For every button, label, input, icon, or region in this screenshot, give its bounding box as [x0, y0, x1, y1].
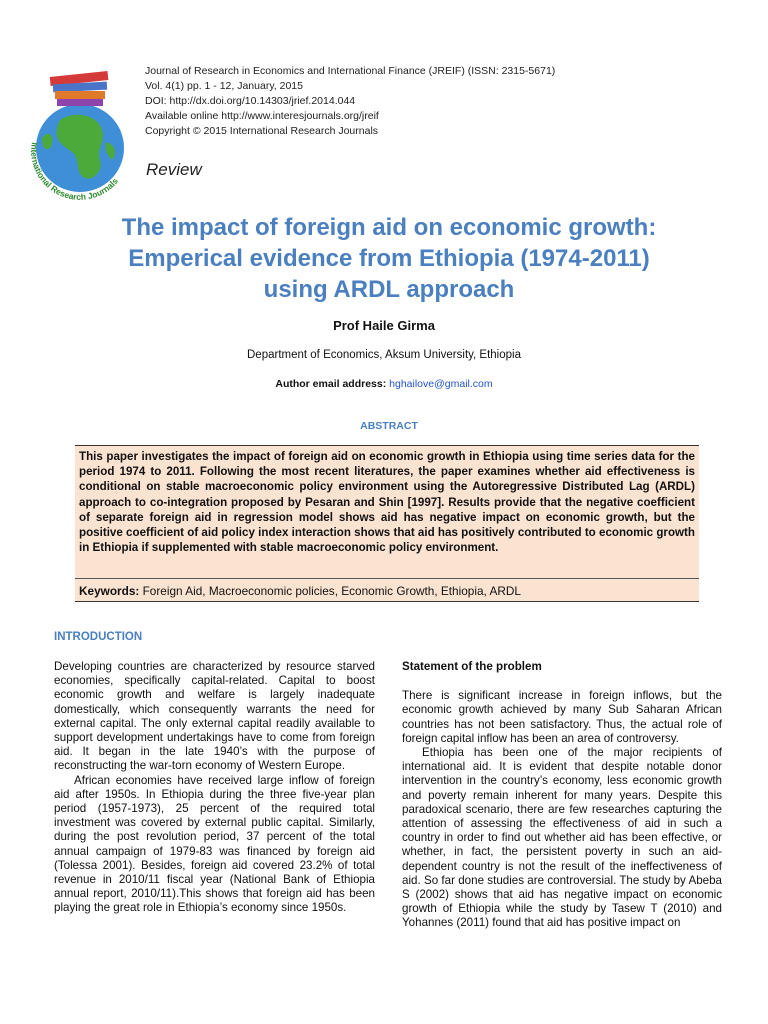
- intro-paragraph-1: Developing countries are characterized by resource starved economies, specifically capital-related. Capital to boost economic growth and welfare is largely inadequate domestically, which consequently warrants the need for external capital. The only external capital readily available to support development undertakings have to come from foreign aid. It began in the late 1940’s with the purpose of reconstructing the war-torn economy of Western Europe.: [54, 660, 375, 773]
- journal-info: [145, 64, 555, 139]
- keywords: [79, 584, 521, 598]
- journal-url[interactable]: Available online http://www.interesjournals.org/jreif: [145, 110, 379, 122]
- journal-logo: [20, 60, 138, 200]
- affiliation: Department of Economics, Aksum University, Ethiopia: [247, 349, 521, 361]
- journal-line: Journal of Research in Economics and International Finance (JREIF) (ISSN: 2315-5671): [145, 65, 556, 77]
- email-label: Author email address:: [275, 378, 387, 390]
- keywords-label: Keywords:: [79, 584, 140, 598]
- keywords-divider: [75, 578, 699, 579]
- problem-paragraph-1: There is significant increase in foreign inflows, but the economic growth achieved by many Sub Saharan African countries has not been satisfactory. Thus, the actual role of foreign capital inflow has been an area of controversy.: [402, 689, 722, 745]
- paper-title: [60, 212, 718, 305]
- problem-paragraph-2: Ethiopia has been one of the major recipients of international aid. It is evident that despite notable donor intervention in the country’s economy, less economic growth and poverty remain inherent for many years. Despite this paradoxical scenario, there are few researches capturing the attention of assessing the effectiveness of aid in such a country in order to find out whether aid has been effective, or whether, in fact, the persistent poverty in such an aid-dependent country is not the result of the ineffectiveness of aid. So far done studies are controversial. The study by Abeba S (2002) shows that aid has negative impact on economic growth of Ethiopia while the study by Tasew T (2010) and Yohannes (2011) found that aid has positive impact on: [402, 746, 722, 930]
- title-line-2: Emperical evidence from Ethiopia (1974-2011): [128, 245, 650, 272]
- title-line-1: The impact of foreign aid on economic growth:: [121, 214, 657, 241]
- intro-paragraph-2: African economies have received large inflow of foreign aid after 1950s. In Ethiopia during the three five-year plan period (1957-1973), 25 percent of the required total investment was covered by external public capital. Similarly, during the post revolution period, 37 percent of the total annual campaign of 1979-83 was financed by foreign aid (Tolessa 2001). Besides, foreign aid covered 23.2% of total revenue in 2010/11 fiscal year (National Bank of Ethiopia annual report, 2010/11).This shows that foreign aid has been playing the great role in Ethiopia’s economy since 1950s.: [54, 773, 375, 915]
- left-column: [54, 660, 375, 916]
- author-name: Prof Haile Girma: [333, 318, 435, 333]
- section-tag: Review: [146, 160, 202, 179]
- keywords-text: Foreign Aid, Macroeconomic policies, Economic Growth, Ethiopia, ARDL: [142, 584, 521, 598]
- abstract-text: This paper investigates the impact of foreign aid on economic growth in Ethiopia using time series data for the period 1974 to 2011. Following the most recent literatures, the paper examines whether aid effectiveness is conditional on stable macroeconomic policy environment using the Autoregressive Distributed Lag (ARDL) approach to co-integration proposed by Pesaran and Shin [1997]. Results provide that the negative coefficient of separate foreign aid in regression model shows aid has negative impact on economic growth, but the positive coefficient of aid policy index interaction shows that aid has positively contributed to economic growth in Ethiopia if supplemented with stable macroeconomic policy environment.: [79, 450, 695, 555]
- right-column: [402, 660, 722, 931]
- abstract-heading: ABSTRACT: [360, 420, 418, 432]
- problem-heading: Statement of the problem: [402, 660, 542, 673]
- title-line-3: using ARDL approach: [263, 276, 515, 303]
- email-link[interactable]: hghailove@gmail.com: [389, 378, 493, 390]
- journal-doi[interactable]: DOI: http://dx.doi.org/10.14303/jrief.2014.044: [145, 95, 356, 107]
- introduction-heading: INTRODUCTION: [54, 631, 143, 643]
- author-email: [0, 378, 768, 390]
- journal-volume: Vol. 4(1) pp. 1 - 12, January, 2015: [145, 80, 303, 92]
- logo-text: International Research Journals: [29, 141, 120, 200]
- journal-copyright: Copyright © 2015 International Research Journals: [145, 125, 379, 137]
